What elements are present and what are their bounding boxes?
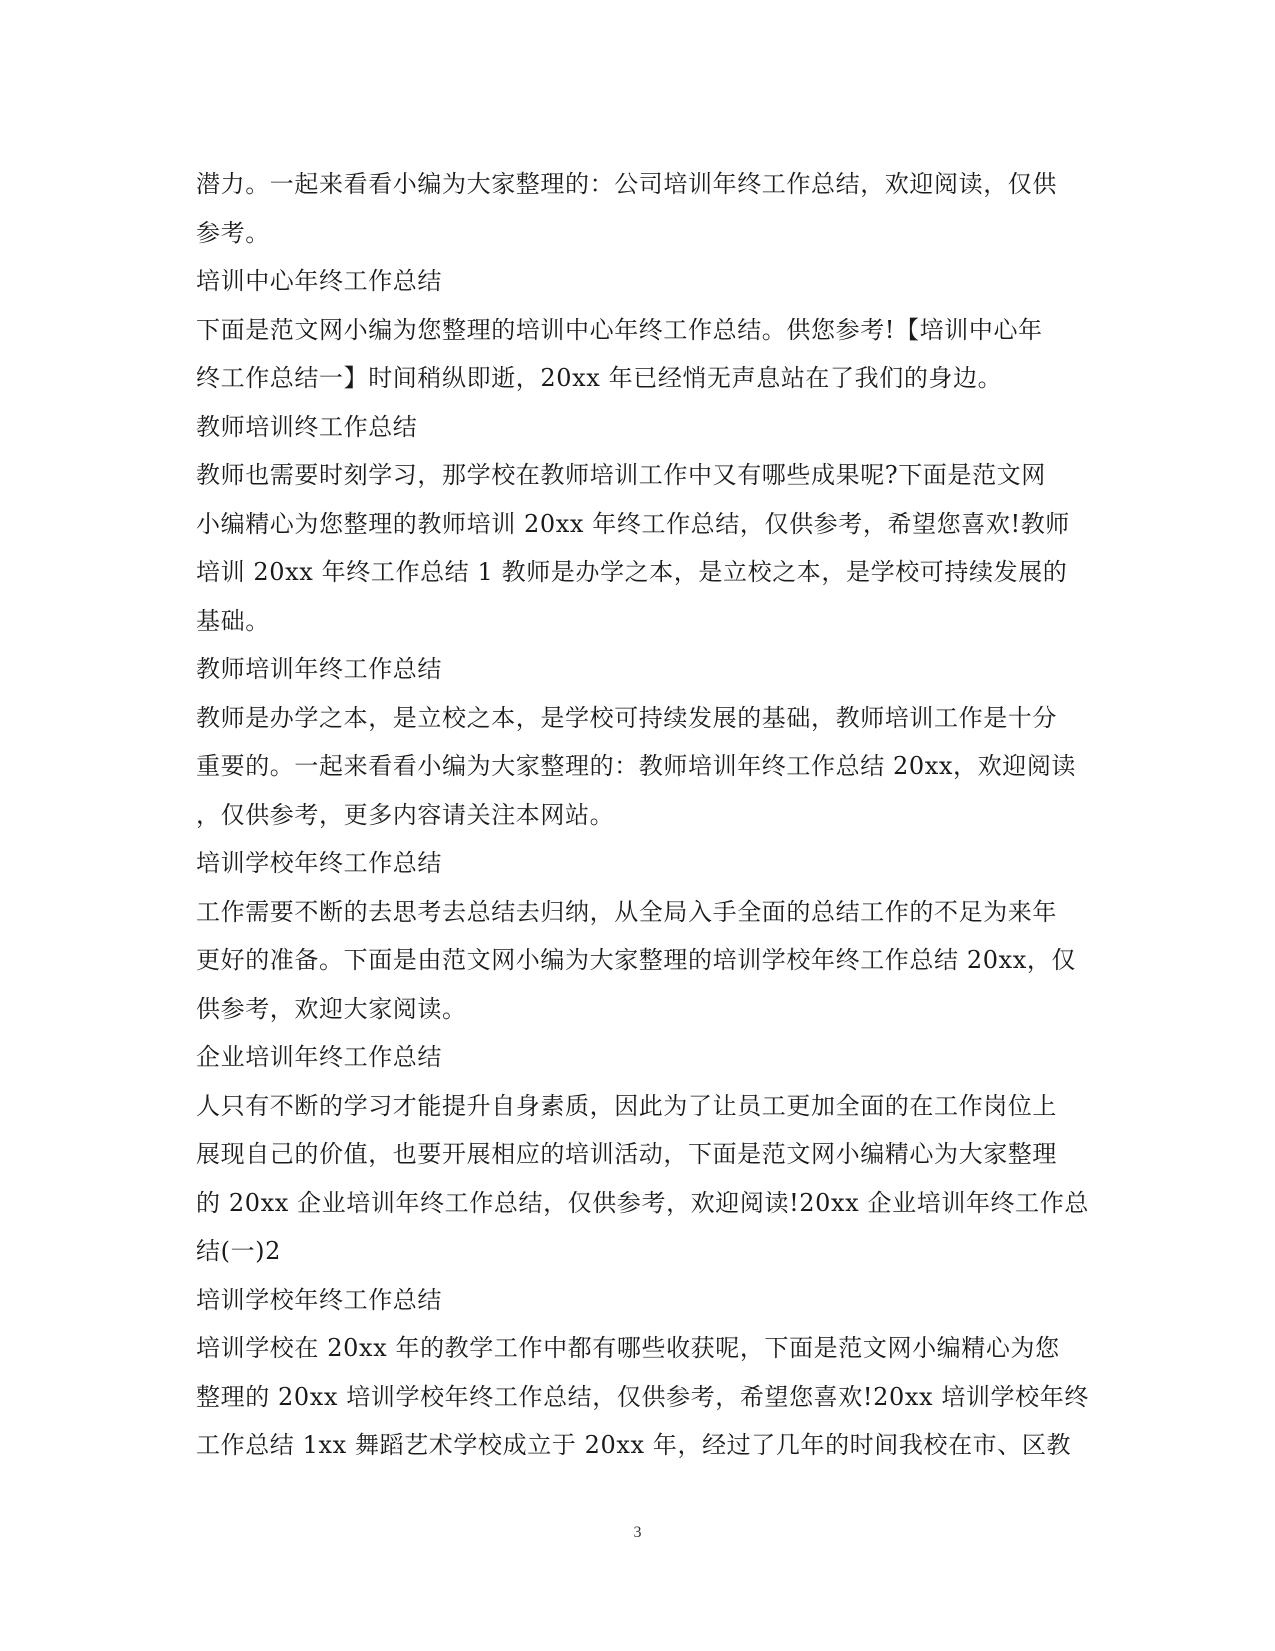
document-body — [196, 160, 1089, 1470]
text-line: 的 20xx 企业培训年终工作总结，仅供参考，欢迎阅读!20xx 企业培训年终工作总 — [196, 1188, 1089, 1217]
text-line: 参考。 — [196, 218, 270, 247]
text-line: 工作需要不断的去思考去总结去归纳，从全局入手全面的总结工作的不足为来年 — [196, 897, 1057, 926]
text-line: 基础。 — [196, 606, 270, 635]
text-line: 终工作总结一】时间稍纵即逝，20xx 年已经悄无声息站在了我们的身边。 — [196, 364, 1003, 392]
section-heading: 教师培训终工作总结 — [196, 412, 418, 441]
text-line: 整理的 20xx 培训学校年终工作总结，仅供参考，希望您喜欢!20xx 培训学校年终 — [196, 1382, 1089, 1411]
text-line: 工作总结 1xx 舞蹈艺术学校成立于 20xx 年，经过了几年的时间我校在市、区教 — [196, 1431, 1072, 1459]
text-line: 小编精心为您整理的教师培训 20xx 年终工作总结，仅供参考，希望您喜欢!教师 — [196, 509, 1070, 538]
section-heading: 教师培训年终工作总结 — [196, 655, 442, 683]
text-line: ，仅供参考，更多内容请关注本网站。 — [196, 800, 615, 829]
text-line: 更好的准备。下面是由范文网小编为大家整理的培训学校年终工作总结 20xx，仅 — [196, 946, 1077, 974]
text-line: 供参考，欢迎大家阅读。 — [196, 994, 467, 1023]
text-line: 培训学校在 20xx 年的教学工作中都有哪些收获呢，下面是范文网小编精心为您 — [196, 1334, 1060, 1362]
text-line: 培训 20xx 年终工作总结 1 教师是办学之本，是立校之本，是学校可持续发展的 — [196, 558, 1068, 586]
text-line: 教师也需要时刻学习，那学校在教师培训工作中又有哪些成果呢?下面是范文网 — [196, 461, 1046, 489]
section-heading: 培训学校年终工作总结 — [196, 1285, 442, 1314]
section-heading: 企业培训年终工作总结 — [196, 1043, 442, 1071]
section-heading: 培训学校年终工作总结 — [196, 849, 442, 877]
section-heading: 培训中心年终工作总结 — [196, 267, 442, 295]
text-line: 教师是办学之本，是立校之本，是学校可持续发展的基础，教师培训工作是十分 — [196, 703, 1057, 732]
text-line: 人只有不断的学习才能提升自身素质，因此为了让员工更加全面的在工作岗位上 — [196, 1091, 1057, 1120]
text-line: 下面是范文网小编为您整理的培训中心年终工作总结。供您参考!【培训中心年 — [196, 315, 1043, 344]
text-line: 展现自己的价值，也要开展相应的培训活动，下面是范文网小编精心为大家整理 — [196, 1140, 1057, 1168]
text-line: 重要的。一起来看看小编为大家整理的：教师培训年终工作总结 20xx，欢迎阅读 — [196, 752, 1077, 780]
page-number: 3 — [633, 1524, 642, 1541]
text-line: 潜力。一起来看看小编为大家整理的：公司培训年终工作总结，欢迎阅读，仅供 — [196, 170, 1057, 198]
text-line: 结(一)2 — [196, 1237, 281, 1265]
